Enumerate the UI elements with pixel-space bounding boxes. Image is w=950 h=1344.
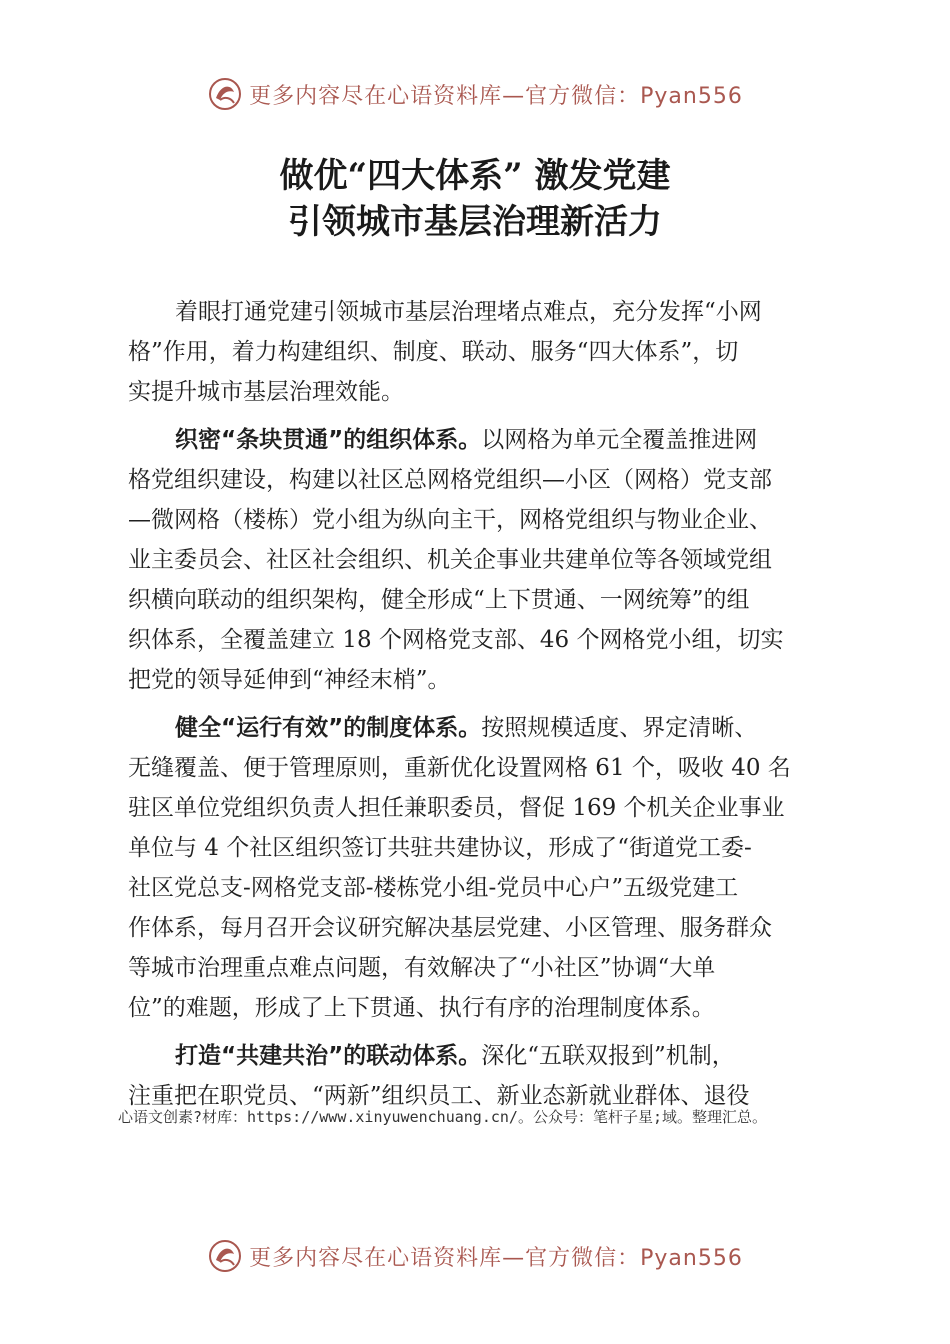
- flower-logo-icon: [207, 1238, 243, 1274]
- source-note: 心语文创素?材库：https://www.xinyuwenchuang.cn/。公众号：笔杆子星;域。整理汇总。: [118, 1108, 767, 1126]
- text-line: [128, 708, 828, 748]
- text-line: 格党组织建设，构建以社区总网格党组织—小区（网格）党支部: [128, 467, 772, 493]
- text-segment: 按照规模适度、界定清晰、: [481, 715, 758, 741]
- document-body: [128, 292, 828, 1124]
- bottom-banner: [0, 1236, 950, 1276]
- text-line: 实提升城市基层治理效能。: [128, 379, 404, 405]
- text-line: [128, 1036, 828, 1076]
- text-line: 等城市治理重点难点问题，有效解决了“小社区”协调“大单: [128, 955, 716, 981]
- paragraph-intro: [128, 292, 828, 412]
- text-line: 无缝覆盖、便于管理原则，重新优化设置网格 61 个，吸收 40 名: [128, 755, 791, 781]
- text-line: 驻区单位党组织负责人担任兼职委员，督促 169 个机关企业事业: [128, 795, 785, 821]
- top-banner: [0, 74, 950, 114]
- text-line: 社区党总支-网格党支部-楼栋党小组-党员中心户”五级党建工: [128, 875, 739, 901]
- text-line: 格”作用，着力构建组织、制度、联动、服务“四大体系”，切: [128, 339, 739, 365]
- text-line: 业主委员会、社区社会组织、机关企事业共建单位等各领域党组: [128, 547, 772, 573]
- text-line: 把党的领导延伸到“神经末梢”。: [128, 667, 451, 693]
- banner-text: 更多内容尽在心语资料库—官方微信：Pyan556: [249, 83, 743, 109]
- document-title-line-1: 做优“四大体系” 激发党建: [279, 156, 671, 196]
- text-line: 织横向联动的组织架构，健全形成“上下贯通、一网统筹”的组: [128, 587, 750, 613]
- text-line: 单位与 4 个社区组织签订共驻共建协议，形成了“街道党工委-: [128, 835, 752, 861]
- text-line: 着眼打通党建引领城市基层治理堵点难点，充分发挥“小网: [175, 299, 762, 325]
- banner-text: 更多内容尽在心语资料库—官方微信：Pyan556: [249, 1245, 743, 1271]
- text-line: [128, 420, 828, 460]
- paragraph-lead: 打造“共建共治”的联动体系。: [175, 1043, 482, 1069]
- text-line: 注重把在职党员、“两新”组织员工、新业态新就业群体、退役: [128, 1083, 750, 1109]
- text-line: 位”的难题，形成了上下贯通、执行有序的治理制度体系。: [128, 995, 715, 1021]
- text-segment: 以网格为单元全覆盖推进网: [481, 427, 758, 453]
- text-line: —微网格（楼栋）党小组为纵向主干，网格党组织与物业企业、: [128, 507, 772, 533]
- text-line: 织体系，全覆盖建立 18 个网格党支部、46 个网格党小组，切实: [128, 627, 784, 653]
- paragraph-organization-system: [128, 420, 828, 700]
- paragraph-linkage-system: [128, 1036, 828, 1116]
- paragraph-institution-system: [128, 708, 828, 1028]
- document-title-line-2: 引领城市基层治理新活力: [288, 202, 662, 242]
- flower-logo-icon: [207, 76, 243, 112]
- paragraph-lead: 健全“运行有效”的制度体系。: [175, 715, 482, 741]
- text-segment: 深化“五联双报到”机制，: [481, 1043, 735, 1069]
- text-line: 作体系，每月召开会议研究解决基层党建、小区管理、服务群众: [128, 915, 772, 941]
- paragraph-lead: 织密“条块贯通”的组织体系。: [175, 427, 482, 453]
